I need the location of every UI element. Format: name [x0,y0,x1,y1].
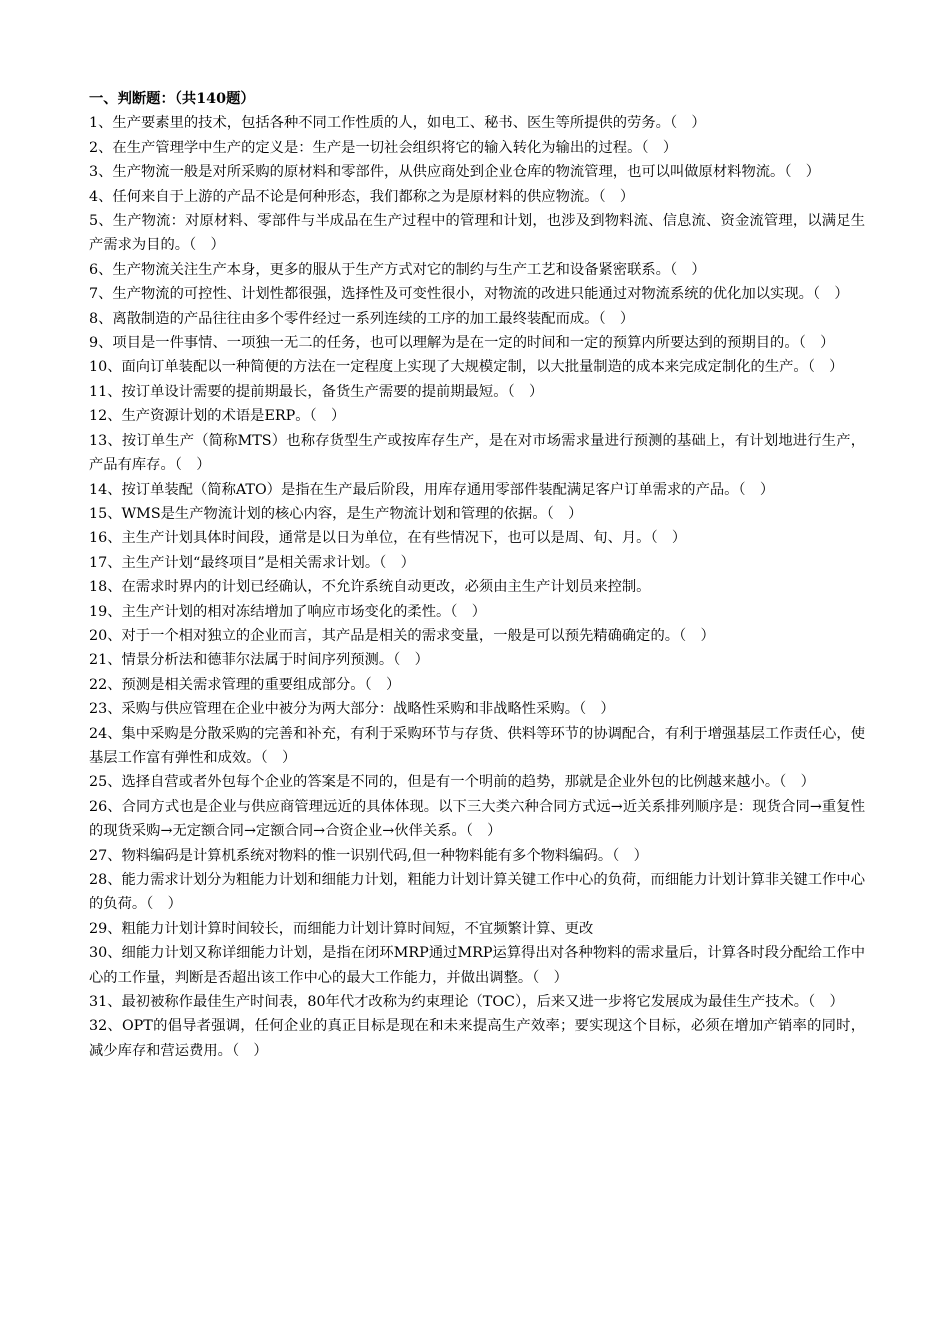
question-item: 10、面向订单装配以一种简便的方法在一定程度上实现了大规模定制，以大批量制造的成本来完成定制化的生产。（ ） [89,359,844,376]
question-item: 22、预测是相关需求管理的重要组成部分。（ ） [89,676,401,693]
question-item: 11、按订单设计需要的提前期最长，备货生产需要的提前期最短。（ ） [89,383,544,400]
question-item: 12、生产资源计划的术语是ERP。（ ） [89,408,346,425]
question-item: 6、生产物流关注生产本身，更多的服从于生产方式对它的制约与生产工艺和设备紧密联系。（ ） [89,261,706,278]
question-item: 18、在需求时界内的计划已经确认，不允许系统自动更改，必须由主生产计划员来控制。 [89,579,651,596]
question-item: 24、集中采购是分散采购的完善和补充，有利于采购环节与存货、供料等环节的协调配合，有利于增强基层工作责任心，使基层工作富有弹性和成效。（ ） [89,725,865,766]
question-item: 32、OPT的倡导者强调，任何企业的真正目标是现在和未来提高生产效率；要实现这个目标，必须在增加产销率的同时，减少库存和营运费用。（ ） [89,1018,865,1059]
question-item: 2、在生产管理学中生产的定义是：生产是一切社会组织将它的输入转化为输出的过程。（ ） [89,139,678,156]
question-item: 20、对于一个相对独立的企业而言，其产品是相关的需求变量，一般是可以预先精确确定的。（ ） [89,627,715,644]
question-item: 14、按订单装配（简称ATO）是指在生产最后阶段，用库存通用零部件装配满足客户订单需求的产品。（ ） [89,481,775,498]
question-item: 30、细能力计划又称详细能力计划，是指在闭环MRP通过MRP运算得出对各种物料的需求量后，计算各时段分配给工作中心的工作量，判断是否超出该工作中心的最大工作能力，并做出调整。（ ） [89,945,865,986]
question-item: 3、生产物流一般是对所采购的原材料和零部件，从供应商处到企业仓库的物流管理，也可以叫做原材料物流。（ ） [89,164,821,181]
question-item: 5、生产物流：对原材料、零部件与半成品在生产过程中的管理和计划，也涉及到物料流、信息流、资金流管理，以满足生产需求为目的。（ ） [89,213,865,254]
question-item: 9、项目是一件事情、一项独一无二的任务，也可以理解为是在一定的时间和一定的预算内所要达到的预期目的。（ ） [89,335,835,352]
section-title: 一、判断题：（共140题） [89,91,255,107]
question-item: 17、主生产计划“最终项目”是相关需求计划。（ ） [89,554,415,571]
question-item: 26、合同方式也是企业与供应商管理远近的具体体现。以下三大类六种合同方式远→近关系排列顺序是：现货合同→重复性的现货采购→无定额合同→定额合同→合资企业→伙伴关系。（ ） [89,798,865,840]
question-item: 29、粗能力计划计算时间较长，而细能力计划计算时间短，不宜频繁计算、更改 [89,920,594,937]
question-item: 23、采购与供应管理在企业中被分为两大部分：战略性采购和非战略性采购。（ ） [89,701,615,718]
question-item: 1、生产要素里的技术，包括各种不同工作性质的人，如电工、秘书、医生等所提供的劳务。（ ） [89,115,706,132]
question-item: 25、选择自营或者外包每个企业的答案是不同的，但是有一个明前的趋势，那就是企业外包的比例越来越小。（ ） [89,774,815,791]
question-item: 28、能力需求计划分为粗能力计划和细能力计划，粗能力计划计算关键工作中心的负荷，而细能力计划计算非关键工作中心的负荷。（ ） [89,872,865,913]
question-item: 4、任何来自于上游的产品不论是何种形态，我们都称之为是原材料的供应物流。（ ） [89,188,635,205]
question-item: 27、物料编码是计算机系统对物料的惟一识别代码,但一种物料能有多个物料编码。（ ） [89,847,648,864]
question-item: 15、WMS是生产物流计划的核心内容，是生产物流计划和管理的依据。（ ） [89,505,583,522]
question-item: 31、最初被称作最佳生产时间表，80年代才改称为约束理论（TOC），后来又进一步将它发展成为最佳生产技术。（ ） [89,994,844,1011]
question-item: 21、情景分析法和德菲尔法属于时间序列预测。（ ） [89,652,429,669]
question-list [89,111,865,1063]
question-item: 8、离散制造的产品往往由多个零件经过一系列连续的工序的加工最终装配而成。（ ） [89,310,635,327]
question-item: 7、生产物流的可控性、计划性都很强，选择性及可变性很小，对物流的改进只能通过对物流系统的优化加以实现。（ ） [89,286,849,303]
document-page [89,87,865,1063]
question-item: 16、主生产计划具体时间段，通常是以日为单位，在有些情况下，也可以是周、旬、月。（ ） [89,530,687,547]
question-item: 13、按订单生产（简称MTS）也称存货型生产或按库存生产，是在对市场需求量进行预测的基础上，有计划地进行生产，产品有库存。（ ） [89,432,865,474]
question-item: 19、主生产计划的相对冻结增加了响应市场变化的柔性。（ ） [89,603,487,620]
